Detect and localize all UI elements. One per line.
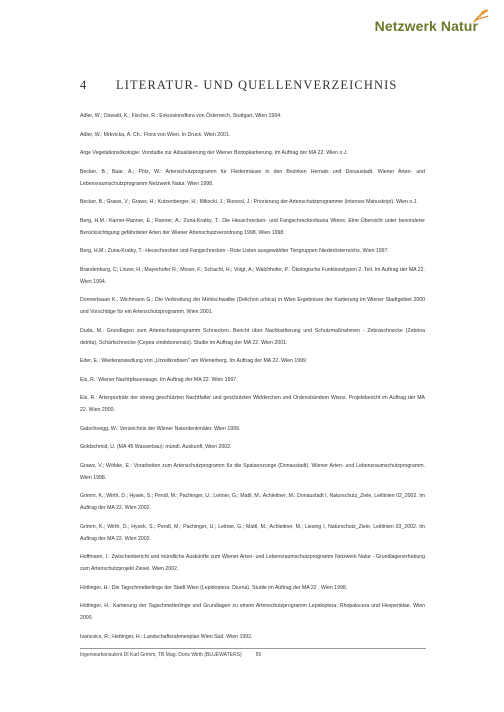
- reference-entry: Adler, W.; Mrkvicka, A. Ch.: Flora von Wien. In Druck. Wien 2001.: [80, 131, 231, 138]
- brand-logo: [375, 8, 490, 34]
- reference-entry: Becker, B.; Baar, A.; Pölz, W.: Artenschutzprogramm für Fledermäuse in den Bezirken Hernals und Donaustadt. Wiener Arten- und Lebensraumschutzprogramm Netzwerk Natur. Wien 1998.: [80, 168, 425, 187]
- page-footer: [80, 652, 261, 658]
- footer-authors: Ingenieurkonsulent DI Karl Grimm, TB Mag. Doris Wirth (BLUEWATERS): [80, 652, 242, 658]
- reference-entry: Berg, H.M.; Karner-Ranner, E.; Ranner, A.; Zuna-Kratky, T.: Die Heuschrecken- und Fangschreckenfauna Wiens. Eine Übersicht unter besonderer Berücksichtigung gefährdeter Arten der Wiener Artenschutzverordnung 1998. Wien 1998.: [80, 217, 425, 236]
- footer-divider: [80, 648, 426, 649]
- section-title: LITERATUR- UND QUELLENVERZEICHNIS: [116, 78, 398, 92]
- page-number: 59: [255, 652, 262, 658]
- reference-entry: Donnerbauer K., Wichmann G.: Die Verbreitung der Mehlschwalbe (Delichon urbica) in Wien Ergebnisse der Kartierung im Wiener Stadtgebiet 2000 und Vorschläge für ein Artenschutzprogramm. Wien 2001.: [80, 297, 425, 315]
- reference-entry: Duda, M.: Grundlagen zum Artenschutzprogramm Schnecken. Bericht über Nachkartierung und Schutzmaßnahmen - Zebraschnecke (Zebrina detrita), Schärfschnecke (Cepea vindobonensis). Studie im Auftrag der MA 22. Wien 2001.: [80, 327, 425, 346]
- reference-entry: Höttinger, H.: Die Tagschmetterlinge der Stadt Wien (Lepidoptera: Diurna). Studie im Auftrag der MA 22 . Wien 1998.: [80, 584, 348, 591]
- leaf-icon: [472, 8, 490, 24]
- reference-entry: Adler, W.; Oswald, K.; Fischer, R.: Exkursionsflora von Österreich. Stuttgart, Wien 1994.: [80, 113, 282, 119]
- section-heading: [80, 78, 397, 93]
- section-number: 4: [80, 78, 88, 92]
- reference-entry: Gatschnegg, W.: Verzeichnis der Wiener Naturdenkmäler. Wien 1999.: [80, 425, 241, 432]
- reference-entry: Eder, E.: Wiederansiedlung von „Urzeitkrebsen" am Wienerberg. Im Auftrag der MA 22. Wien 1999: [80, 358, 306, 364]
- reference-entry: Becker, B.; Graws, V.; Graws, H.; Kutzenberger, H.; Mikocki, J.; Rienesl, J.: Priorierung der Artenschutzprogramme (internes Manuskript). Wien o.J.: [80, 199, 418, 205]
- logo-text: Netzwerk Natur: [374, 18, 478, 34]
- reference-entry: Berg, H.M.; Zuna-Kratky, T.: Heuschrecken und Fangschrecken - Rote Listen ausgewählter Tiergruppen Niederösterreichs. Wien 1997.: [80, 248, 389, 254]
- reference-entry: Grimm, K.; Wirth, D.; Hysek, S.; Pendl, M.; Pachinger, U.; Leitner, G.; Mattl, M.; Achleitner, M.: Donaustadt I, Naturschutz_Ziele, Leitlinien 02_2002. Im Auftrag der MA 22. Wien 2002.: [80, 493, 425, 511]
- reference-entry: Brandenburg, C; Linzer, H.; Mayerhofer R.; Moser, F.; Schacht, H.; Voigt, A.; Walchhofer, P.: Ökologische Funktionstypen 2. Teil. Im Auftrag der MA 22. Wien 1994.: [80, 266, 425, 285]
- reference-entry: Eis, R.: Wiener Nachtpfauenauge. Im Auftrag der MA 22. Wien 1997.: [80, 376, 238, 383]
- reference-entry: Hoffmann, I.: Zwischenbericht und mündliche Auskünfte zum Wiener Arten- und Lebensraumschutzprogramm Netzwerk Natur - Grundlagenerhebung zum Artenschutzprojekt Ziesel. Wien 2002.: [80, 554, 425, 572]
- reference-entry: Eis, R.: Artenporträts der streng geschützten Nachtfalter und geschützten Widderchen und Ordensbändern Wiens. Projektbericht im Auftrag der MA 22. Wien 2000.: [80, 395, 425, 413]
- reference-entry: Ivancsics, R.; Hettinger, H.: Landschaftsrahmenplan Wien Süd. Wien 1992.: [80, 633, 253, 640]
- reference-entry: Arge Vegetationsökologie: Vorstudie zur Aktualisierung der Wiener Biotopkartierung. Im Auftrag der MA 22. Wien o.J.: [80, 150, 348, 156]
- reference-entry: Grimm, K.; Wirth, D.; Hysek, S.; Pendl, M.; Pachinger, U.; Leitner, G.; Mattl, M.; Achleitner, M.; Liesing I, Naturschutz_Ziele, Leitlinien 03_2002. Im Auftrag der MA 22. Wien 2002.: [80, 523, 425, 542]
- reference-entry: Graws, V.; Wöbke, E.: Vorarbeiten zum Artenschutzprogramm für die Spatzenzunge (Donaustadt). Wiener Arten- und Lebensraumschutzprogramm. Wien 1998.: [80, 462, 425, 481]
- reference-list: [80, 110, 425, 649]
- reference-entry: Höttinger, H.: Kartierung der Tagschmetterlinge und Grundlagen zu einem Artenschutzprogramm Lepidoptera: Rhopalocera und Hesperiidae. Wien 2000.: [80, 603, 425, 621]
- reference-entry: Goldschmid, U. (MA 45 Wasserbau): mündl. Auskunft, Wien 2002.: [80, 444, 232, 450]
